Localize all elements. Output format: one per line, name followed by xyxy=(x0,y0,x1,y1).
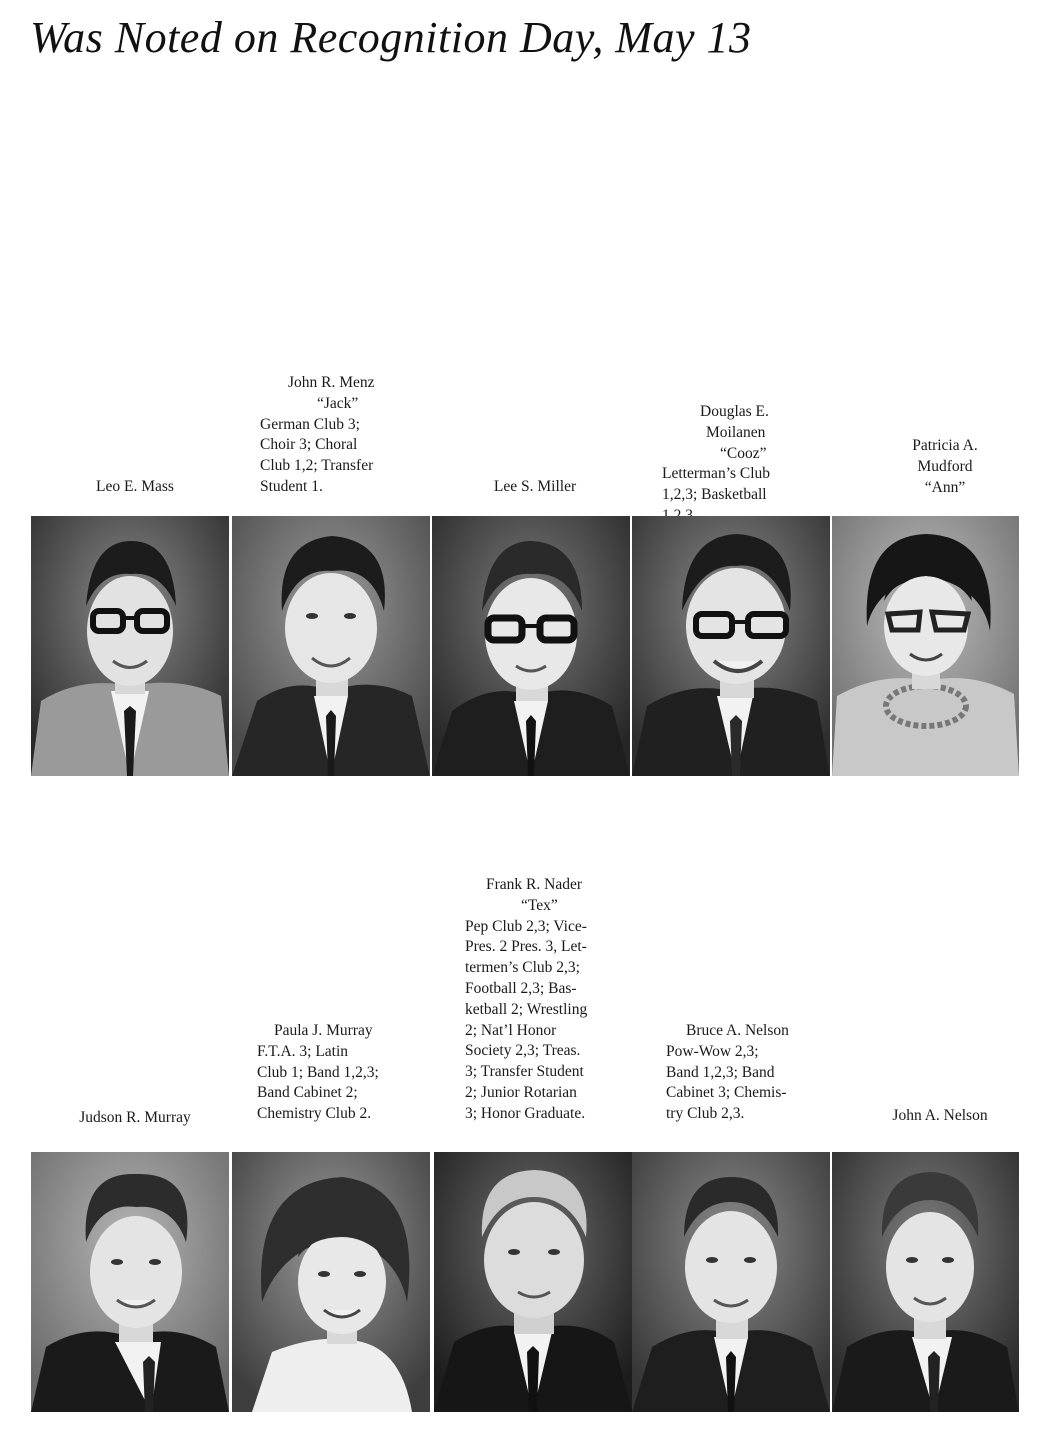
portrait-patricia-mudford xyxy=(832,516,1019,776)
student-name-cont: Moilanen xyxy=(706,423,766,441)
caption-john-menz xyxy=(260,373,430,498)
portrait-photo xyxy=(632,516,830,776)
portrait-bruce-nelson xyxy=(632,1152,830,1412)
activity-line: Chemistry Club 2. xyxy=(257,1105,372,1123)
student-name: Paula J. Murray xyxy=(274,1022,373,1039)
portrait-judson-murray xyxy=(31,1152,229,1412)
portrait-lee-miller xyxy=(432,516,630,776)
activity-line: ketball 2; Wrestling xyxy=(465,1000,588,1018)
activity-line: Student 1. xyxy=(260,477,323,495)
activity-line: 3; Transfer Student xyxy=(465,1063,584,1081)
caption-patricia-mudford xyxy=(845,436,1045,498)
student-nickname: “Ann” xyxy=(924,478,966,496)
activity-line: German Club 3; xyxy=(260,415,360,433)
student-name: Lee S. Miller xyxy=(493,478,577,495)
activity-line: 1,2,3; Basketball xyxy=(662,486,767,504)
student-name-cont: Mudford xyxy=(917,457,973,475)
student-nickname: “Jack” xyxy=(317,394,359,412)
activity-line: Band Cabinet 2; xyxy=(257,1084,358,1102)
portrait-photo xyxy=(31,1152,229,1412)
portrait-john-nelson xyxy=(832,1152,1019,1412)
activity-line: F.T.A. 3; Latin xyxy=(257,1042,349,1060)
student-name: Douglas E. xyxy=(700,403,769,420)
portrait-photo xyxy=(432,516,630,776)
caption-douglas-moilanen xyxy=(662,402,832,527)
activity-line: 2; Nat’l Honor xyxy=(465,1021,557,1039)
student-name: Bruce A. Nelson xyxy=(686,1022,789,1039)
student-name: Leo E. Mass xyxy=(96,478,174,495)
student-name: Patricia A. xyxy=(912,437,978,454)
caption-leo-mass xyxy=(40,477,230,498)
portrait-paula-murray xyxy=(232,1152,430,1412)
activity-line: Football 2,3; Bas- xyxy=(465,979,577,997)
activity-line: 2; Junior Rotarian xyxy=(465,1083,577,1101)
student-name: Judson R. Murray xyxy=(79,1109,191,1126)
student-name: John R. Menz xyxy=(288,374,375,391)
caption-judson-murray xyxy=(35,1108,235,1129)
student-name: Frank R. Nader xyxy=(486,876,582,893)
student-nickname: “Tex” xyxy=(521,896,558,914)
page-title: Was Noted on Recognition Day, May 13 xyxy=(30,13,752,62)
activity-line: Choir 3; Choral xyxy=(260,436,358,454)
portrait-photo xyxy=(434,1152,632,1412)
student-name: John A. Nelson xyxy=(892,1107,988,1124)
activity-line: Club 1; Band 1,2,3; xyxy=(257,1063,379,1081)
activity-line: termen’s Club 2,3; xyxy=(465,959,580,977)
portrait-photo xyxy=(232,1152,430,1412)
activity-line: Letterman’s Club xyxy=(662,465,771,483)
activity-line: Pres. 2 Pres. 3, Let- xyxy=(465,938,587,956)
portrait-frank-nader xyxy=(434,1152,632,1412)
activity-line: Pep Club 2,3; Vice- xyxy=(465,917,587,935)
portrait-john-menz xyxy=(232,516,430,776)
portrait-photo xyxy=(632,1152,830,1412)
activity-line: Society 2,3; Treas. xyxy=(465,1042,581,1060)
activity-line: Band 1,2,3; Band xyxy=(666,1063,775,1081)
caption-frank-nader xyxy=(465,875,640,1125)
caption-john-nelson xyxy=(840,1106,1040,1127)
caption-paula-murray xyxy=(257,1021,432,1125)
activity-line: try Club 2,3. xyxy=(666,1105,745,1123)
portrait-photo xyxy=(832,516,1019,776)
student-nickname: “Cooz” xyxy=(720,444,767,462)
caption-lee-miller xyxy=(440,477,630,498)
activity-line: 3; Honor Graduate. xyxy=(465,1104,586,1122)
portrait-photo xyxy=(832,1152,1019,1412)
caption-bruce-nelson xyxy=(666,1021,836,1125)
portrait-photo xyxy=(232,516,430,776)
portrait-photo xyxy=(31,516,229,776)
activity-line: Club 1,2; Transfer xyxy=(260,457,374,475)
activity-line: Pow-Wow 2,3; xyxy=(666,1042,759,1060)
activity-line: Cabinet 3; Chemis- xyxy=(666,1084,787,1102)
portrait-douglas-moilanen xyxy=(632,516,830,776)
portrait-leo-mass xyxy=(31,516,229,776)
